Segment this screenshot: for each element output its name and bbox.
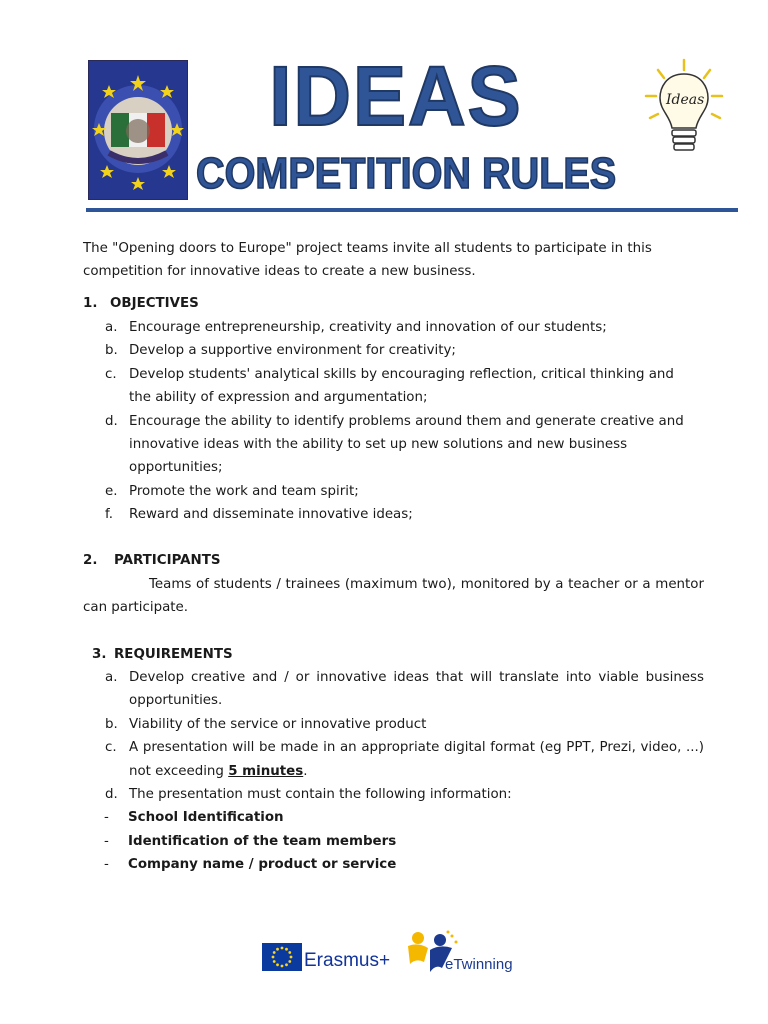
list-letter: d. bbox=[105, 787, 118, 803]
list-item-text-end: . bbox=[303, 763, 308, 779]
list-item-text: Develop creative and / or innovative ideas that will translate into viable business opportunities. bbox=[129, 670, 704, 709]
info-item-text: Company name / product or service bbox=[128, 857, 397, 872]
erasmus-logo-text: Erasmus+ bbox=[304, 950, 391, 971]
list-item-text: Develop students' analytical skills by encouraging reflection, critical thinking and the ability of expression and argumentation; bbox=[129, 366, 674, 406]
section-number-objectives: 1. bbox=[83, 296, 98, 311]
list-item-text: Encourage entrepreneurship, creativity and innovation of our students; bbox=[129, 320, 607, 335]
title-competition-rules: COMPETITION RULES bbox=[196, 149, 617, 198]
dash-bullet: - bbox=[104, 810, 109, 825]
objectives-list bbox=[83, 316, 705, 527]
list-letter: c. bbox=[105, 740, 117, 756]
lightbulb-icon bbox=[644, 58, 728, 162]
list-letter: c. bbox=[105, 366, 117, 382]
header-divider bbox=[86, 208, 738, 212]
list-item-text: Viability of the service or innovative product bbox=[129, 716, 427, 732]
list-item-text: Encourage the ability to identify problems around them and generate creative and innovative ideas with the ability to set up new solutions and new business opportunities; bbox=[129, 413, 684, 476]
participants-paragraph: Teams of students / trainees (maximum two), monitored by a teacher or a mentor can participate. bbox=[83, 577, 704, 616]
list-letter: b. bbox=[105, 343, 118, 359]
list-item bbox=[83, 339, 705, 362]
section-number-requirements: 3. bbox=[92, 647, 107, 662]
list-item bbox=[83, 736, 704, 783]
list-item-text: Reward and disseminate innovative ideas; bbox=[129, 507, 413, 523]
intro-paragraph: The "Opening doors to Europe" project teams invite all students to participate in this competition for innovative ideas to create a new business. bbox=[83, 241, 652, 280]
etwinning-logo-text: eTwinning bbox=[445, 956, 513, 973]
section-heading-requirements: REQUIREMENTS bbox=[114, 647, 233, 662]
section-number-participants: 2. bbox=[83, 553, 98, 568]
list-item bbox=[83, 783, 704, 806]
eu-flag-icon bbox=[262, 943, 302, 971]
list-item bbox=[83, 713, 704, 736]
list-item bbox=[83, 666, 704, 713]
list-letter: b. bbox=[105, 716, 118, 732]
bulb-label: Ideas bbox=[666, 92, 705, 108]
list-item bbox=[83, 316, 705, 339]
requirements-list bbox=[83, 666, 704, 806]
list-item-text: Develop a supportive environment for creativity; bbox=[129, 343, 456, 359]
dash-bullet: - bbox=[104, 857, 109, 872]
list-item-text: A presentation will be made in an appropriate digital format (eg PPT, Prezi, video, ...) not exceeding bbox=[129, 740, 704, 779]
time-limit-emphasis: 5 minutes bbox=[228, 763, 304, 779]
list-letter: f. bbox=[105, 507, 113, 523]
list-letter: d. bbox=[105, 413, 118, 429]
list-item bbox=[83, 480, 705, 503]
project-logo bbox=[88, 60, 188, 200]
list-item-text: Promote the work and team spirit; bbox=[129, 483, 359, 499]
title-ideas: IDEAS bbox=[269, 49, 523, 143]
list-letter: a. bbox=[105, 320, 118, 335]
list-letter: e. bbox=[105, 483, 118, 499]
info-item-text: School Identification bbox=[128, 810, 284, 825]
dash-bullet: - bbox=[104, 834, 109, 849]
list-item bbox=[83, 363, 705, 410]
info-item-text: Identification of the team members bbox=[128, 834, 397, 849]
section-heading-participants: PARTICIPANTS bbox=[114, 553, 221, 568]
list-item-text: The presentation must contain the following information: bbox=[129, 787, 512, 803]
list-item bbox=[83, 503, 705, 526]
section-heading-objectives: OBJECTIVES bbox=[110, 296, 199, 311]
list-letter: a. bbox=[105, 670, 118, 685]
list-item bbox=[83, 410, 705, 480]
